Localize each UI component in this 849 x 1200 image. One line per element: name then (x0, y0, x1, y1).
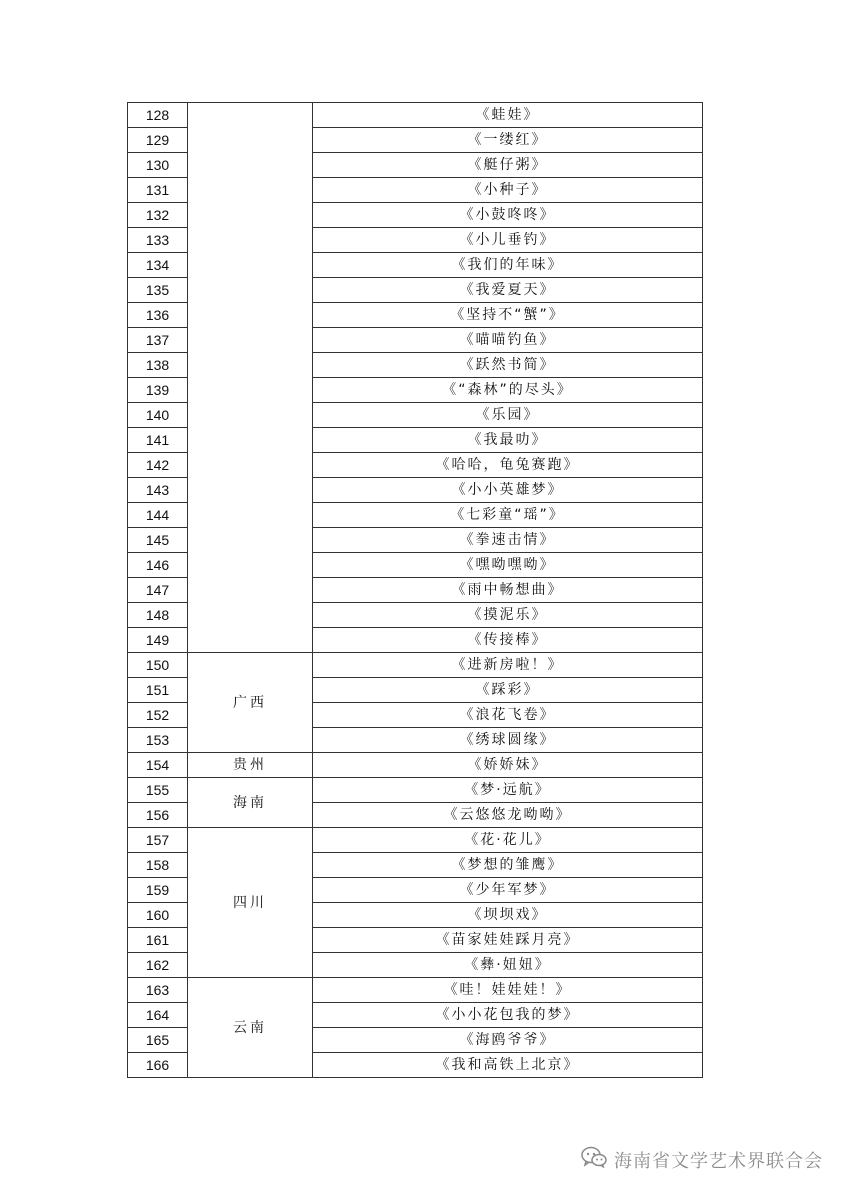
entry-number: 134 (128, 253, 188, 278)
entry-title: 《小儿垂钓》 (313, 228, 703, 253)
region-cell: 海南 (188, 778, 313, 828)
wechat-icon (580, 1145, 608, 1174)
region-cell: 云南 (188, 978, 313, 1078)
entry-title: 《我最叻》 (313, 428, 703, 453)
entry-number: 142 (128, 453, 188, 478)
region-cell: 贵州 (188, 753, 313, 778)
watermark (580, 1145, 823, 1174)
entry-title: 《七彩童“瑶”》 (313, 503, 703, 528)
entry-title: 《蛙娃》 (313, 103, 703, 128)
entry-title: 《我和高铁上北京》 (313, 1053, 703, 1078)
entry-number: 165 (128, 1028, 188, 1053)
entry-title: 《小小花包我的梦》 (313, 1003, 703, 1028)
entry-number: 160 (128, 903, 188, 928)
entry-number: 163 (128, 978, 188, 1003)
entry-title: 《嘿呦嘿呦》 (313, 553, 703, 578)
table-row (128, 978, 703, 1003)
entry-number: 147 (128, 578, 188, 603)
entry-title: 《苗家娃娃踩月亮》 (313, 928, 703, 953)
entry-number: 158 (128, 853, 188, 878)
entry-title: 《梦·远航》 (313, 778, 703, 803)
entry-title: 《艇仔粥》 (313, 153, 703, 178)
entry-number: 135 (128, 278, 188, 303)
entry-title: 《坝坝戏》 (313, 903, 703, 928)
entry-number: 150 (128, 653, 188, 678)
entry-title: 《哇！娃娃娃！》 (313, 978, 703, 1003)
entry-number: 153 (128, 728, 188, 753)
entry-title: 《彝·妞妞》 (313, 953, 703, 978)
entry-number: 149 (128, 628, 188, 653)
entry-title: 《我爱夏天》 (313, 278, 703, 303)
entry-number: 151 (128, 678, 188, 703)
entry-number: 146 (128, 553, 188, 578)
entries-table (127, 102, 703, 1078)
entry-title: 《梦想的雏鹰》 (313, 853, 703, 878)
entry-title: 《云悠悠龙呦呦》 (313, 803, 703, 828)
entry-title: 《踩彩》 (313, 678, 703, 703)
entry-title: 《喵喵钓鱼》 (313, 328, 703, 353)
entry-title: 《坚持不“蟹”》 (313, 303, 703, 328)
entry-title: 《我们的年味》 (313, 253, 703, 278)
entry-title: 《哈哈，龟兔赛跑》 (313, 453, 703, 478)
region-cell: 广西 (188, 653, 313, 753)
entry-number: 136 (128, 303, 188, 328)
table-row (128, 778, 703, 803)
entry-number: 162 (128, 953, 188, 978)
entries-table-body (128, 103, 703, 1078)
entry-title: 《浪花飞卷》 (313, 703, 703, 728)
entry-title: 《少年军梦》 (313, 878, 703, 903)
entry-title: 《“森林”的尽头》 (313, 378, 703, 403)
entry-number: 148 (128, 603, 188, 628)
entry-number: 133 (128, 228, 188, 253)
entry-title: 《小小英雄梦》 (313, 478, 703, 503)
entry-title: 《乐园》 (313, 403, 703, 428)
entry-number: 132 (128, 203, 188, 228)
table-row (128, 653, 703, 678)
entry-number: 130 (128, 153, 188, 178)
table-row (128, 103, 703, 128)
entry-number: 140 (128, 403, 188, 428)
entry-number: 154 (128, 753, 188, 778)
entry-number: 156 (128, 803, 188, 828)
entry-title: 《海鸥爷爷》 (313, 1028, 703, 1053)
entry-title: 《跃然书简》 (313, 353, 703, 378)
entry-number: 143 (128, 478, 188, 503)
entry-number: 139 (128, 378, 188, 403)
entry-number: 157 (128, 828, 188, 853)
entry-title: 《进新房啦！》 (313, 653, 703, 678)
entry-number: 161 (128, 928, 188, 953)
entry-number: 155 (128, 778, 188, 803)
region-cell (188, 103, 313, 653)
entry-title: 《雨中畅想曲》 (313, 578, 703, 603)
entry-title: 《小种子》 (313, 178, 703, 203)
entry-number: 138 (128, 353, 188, 378)
table-row (128, 753, 703, 778)
entry-number: 137 (128, 328, 188, 353)
entry-number: 131 (128, 178, 188, 203)
region-cell: 四川 (188, 828, 313, 978)
watermark-text: 海南省文学艺术界联合会 (614, 1150, 823, 1172)
entry-title: 《花·花儿》 (313, 828, 703, 853)
entry-number: 128 (128, 103, 188, 128)
table-row (128, 828, 703, 853)
entry-number: 144 (128, 503, 188, 528)
entry-number: 141 (128, 428, 188, 453)
entry-title: 《摸泥乐》 (313, 603, 703, 628)
entry-title: 《拳速击情》 (313, 528, 703, 553)
entry-number: 152 (128, 703, 188, 728)
entry-title: 《小鼓咚咚》 (313, 203, 703, 228)
entry-title: 《一缕红》 (313, 128, 703, 153)
entry-number: 145 (128, 528, 188, 553)
entry-number: 164 (128, 1003, 188, 1028)
entry-number: 129 (128, 128, 188, 153)
entry-title: 《传接棒》 (313, 628, 703, 653)
entry-number: 159 (128, 878, 188, 903)
entry-title: 《绣球圆缘》 (313, 728, 703, 753)
entry-title: 《娇娇妹》 (313, 753, 703, 778)
entry-number: 166 (128, 1053, 188, 1078)
